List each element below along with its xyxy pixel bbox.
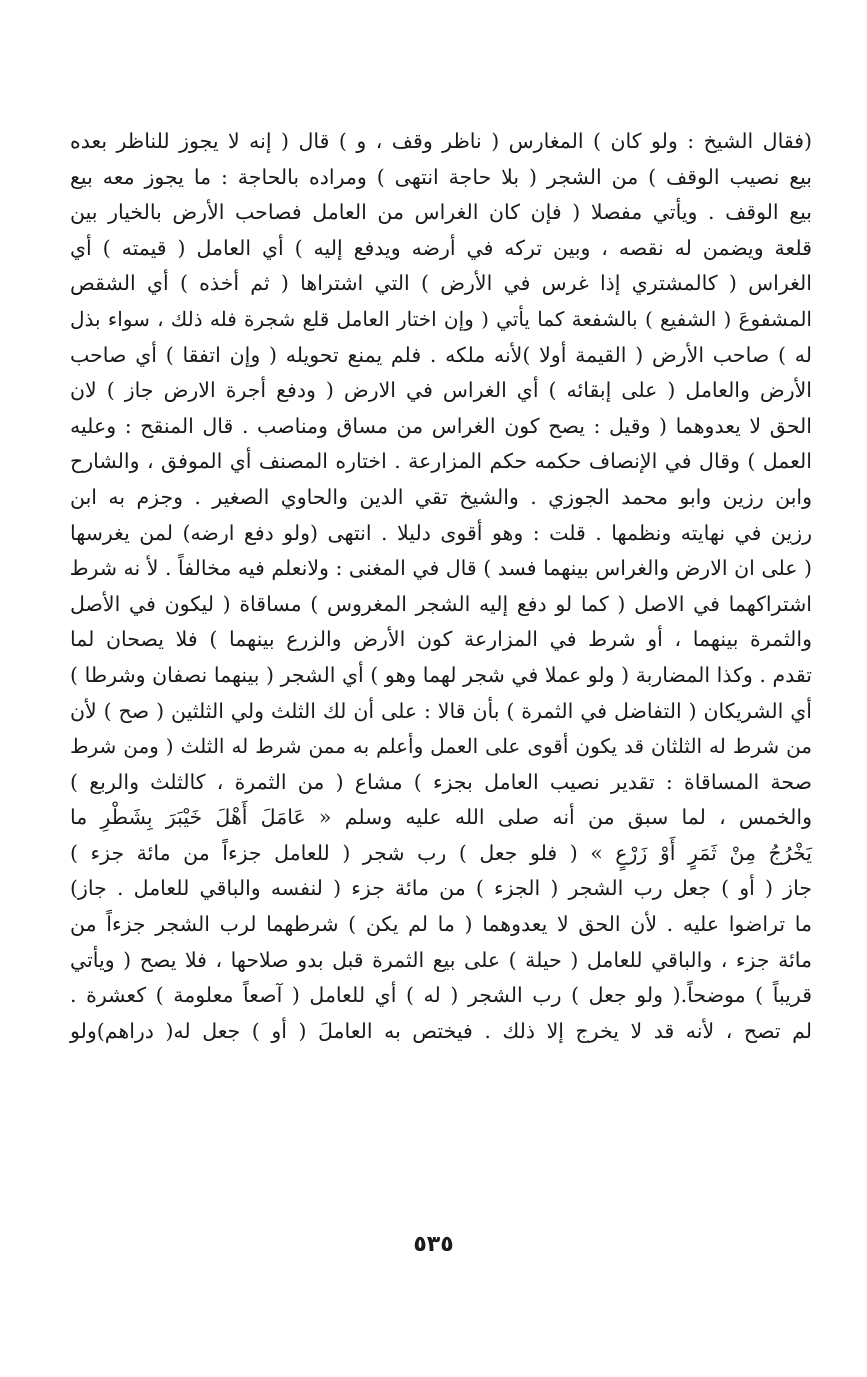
text-line: قريباً ) موضحاً.( ولو جعل ) رب الشجر ( له ) أي للعامل ( آصعاً معلومة ) كعشرة . xyxy=(70,983,812,1008)
text-line: اشتراكهما في الاصل ( كما لو دفع إليه الشجر المغروس ) مساقاة ( ليكون في الأصل xyxy=(70,591,812,616)
text-line: والثمرة بينهما ، أو شرط في المزارعة كون الأرض والزرع بينهما ) فلا يصحان لما xyxy=(70,627,812,652)
text-line: (فقال الشيخ : ولو كان ) المغارس ( ناظر وقف ، و ) قال ( إنه لا يجوز للناظر بعده xyxy=(70,129,812,153)
page-number: ٥٣٥ xyxy=(413,1232,454,1257)
text-line: رزين في نهايته ونظمها . قلت : وهو أقوى دليلا . انتهى (ولو دفع ارضه) لمن يغرسها xyxy=(70,520,812,545)
text-line: وابن رزين وابو محمد الجوزي . والشيخ تقي الدين والحاوي الصغير . وجزم به ابن xyxy=(70,484,812,509)
text-line: من شرط له الثلثان قد يكون أقوى على العمل وأعلم به ممن شرط له الثلث ( ومن شرط xyxy=(70,734,812,759)
text-line: تقدم . وكذا المضاربة ( ولو عملا في شجر لهما وهو ) أي الشجر ( بينهما نصفان وشرطا ) xyxy=(70,662,812,687)
text-line: جاز ( أو ) جعل رب الشجر ( الجزء ) من مائة جزء ( لنفسه والباقي للعامل . جاز) xyxy=(70,876,812,901)
text-line: يَخْرُجُ مِنْ ثَمَرٍ أَوْ زَرْعٍ » ( فلو جعل ) رب شجر ( للعامل جزءاً من مائة جزء ) xyxy=(70,840,812,865)
text-line: له ) صاحب الأرض ( القيمة أولا )لأنه ملكه . فلم يمنع تحويله ( وإن اتفقا ) أي صاحب xyxy=(70,342,812,367)
text-line: الغراس ( كالمشتري إذا غرس في الأرض ) التي اشتراها ( ثم أخذه ) أي الشقص xyxy=(70,271,812,296)
text-line: الأرض والعامل ( على إبقائه ) أي الغراس في الارض ( ودفع أجرة الارض جاز ) لان xyxy=(70,378,812,403)
text-line: بيع الوقف . ويأتي مفصلا ( فإن كان الغراس من العامل فصاحب الأرض بالخيار بين xyxy=(70,200,812,225)
text-line: ما تراضوا عليه . لأن الحق لا يعدوهما ( ما لم يكن ) شرطهما لرب الشجر جزءاً من xyxy=(70,912,812,937)
text-line: العمل ) وقال في الإنصاف حكمه حكم المزارعة . اختاره المصنف أي الموفق ، والشارح xyxy=(70,449,812,474)
text-line: أي الشريكان ( التفاضل في الثمرة ) بأن قالا : على أن لك الثلث ولي الثلثين ( صح ) لأن xyxy=(70,698,812,723)
text-line: بيع نصيب الوقف ) من الشجر ( بلا حاجة انتهى ) ومراده بالحاجة : ما يجوز معه بيع xyxy=(70,164,812,189)
page-body xyxy=(70,124,812,1049)
text-line: المشفوعَ ( الشفيع ) بالشفعة كما يأتي ( وإن اختار العامل قلع شجرة فله ذلك ، سواء بذل xyxy=(70,306,812,331)
text-line: ( على ان الارض والغراس بينهما فسد ) قال في المغنى : ولانعلم فيه مخالفاً . لأ نه شرط xyxy=(69,556,812,581)
text-line: صحة المساقاة : تقدير نصيب العامل بجزء ) مشاع ( من الثمرة ، كالثلث والربع ) xyxy=(70,769,812,794)
text-line: والخمس ، لما سبق من أنه صلى الله عليه وسلم « عَامَلَ أَهْلَ خَيْبَرَ بِشَطْرِ ما xyxy=(70,805,812,830)
text-line: قلعة ويضمن له نقصه ، وبين تركه في أرضه ويدفع إليه ) أي العامل ( قيمته ) أي xyxy=(70,235,812,260)
text-line: مائة جزء ، والباقي للعامل ( حيلة ) على بيع الثمرة قبل بدو صلاحها ، فلا يصح ( ويأتي xyxy=(70,947,812,972)
text-line: الحق لا يعدوهما ( وقيل : يصح كون الغراس من مساق ومناصب . قال المنقح : وعليه xyxy=(70,413,812,438)
text-line: لم تصح ، لأنه قد لا يخرج إلا ذلك . فيختص به العاملَ ( أو ) جعل له( دراهم)ولو xyxy=(70,1018,812,1043)
